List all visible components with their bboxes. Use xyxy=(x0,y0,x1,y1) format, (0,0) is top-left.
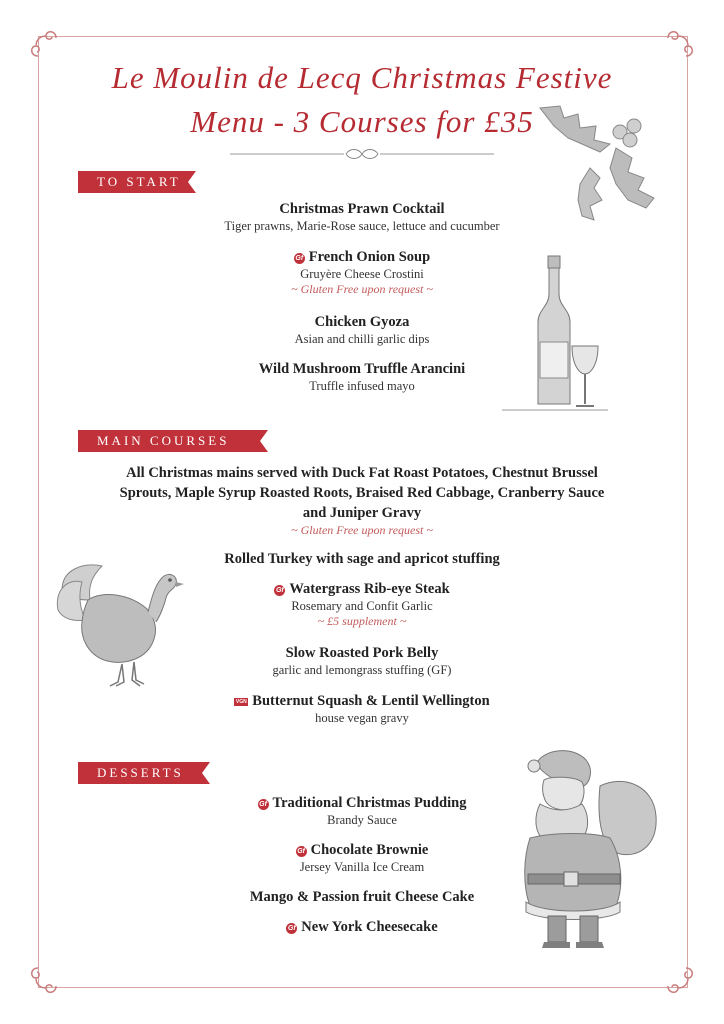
dish-note: ~ Gluten Free upon request ~ xyxy=(291,282,433,296)
dish-name: Christmas Prawn Cocktail xyxy=(279,201,445,217)
dish-name: Slow Roasted Pork Belly xyxy=(285,645,439,661)
wine-bottle-icon xyxy=(500,254,610,414)
gluten-free-badge-icon: Gf xyxy=(297,848,306,855)
menu-item xyxy=(0,200,724,234)
menu-title-line2: Menu - 3 Courses for £35 xyxy=(190,104,534,139)
gluten-free-badge-icon: Gf xyxy=(295,255,304,262)
dish-description: Asian and chilli garlic dips xyxy=(294,332,430,346)
santa-icon xyxy=(504,746,664,952)
corner-flourish-icon xyxy=(26,26,60,60)
menu-item xyxy=(0,360,724,394)
dish-name: Butternut Squash & Lentil Wellington xyxy=(252,693,490,709)
dish-name: Mango & Passion fruit Cheese Cake xyxy=(249,889,475,905)
gluten-free-badge-icon: Gf xyxy=(275,587,284,594)
mains-intro xyxy=(0,463,724,538)
dish-description: Truffle infused mayo xyxy=(309,379,415,393)
dish-name: Rolled Turkey with sage and apricot stuffing xyxy=(224,551,500,567)
dish-name: Chicken Gyoza xyxy=(314,314,410,330)
dish-description: Gruyère Cheese Crostini xyxy=(300,267,424,281)
dish-name: French Onion Soup xyxy=(308,249,431,265)
section-label: MAIN COURSES xyxy=(97,433,230,448)
intro-line: All Christmas mains served with Duck Fat Roast Potatoes, Chestnut Brussel xyxy=(126,465,598,481)
menu-item xyxy=(0,248,724,297)
menu-item xyxy=(0,313,724,347)
vegan-badge-icon: VGN xyxy=(235,699,247,705)
dish-name: Traditional Christmas Pudding xyxy=(272,795,467,811)
gluten-free-badge-icon: Gf xyxy=(287,925,296,932)
dish-description: Jersey Vanilla Ice Cream xyxy=(299,860,425,874)
gluten-free-badge-icon: Gf xyxy=(259,801,267,808)
divider-ornament-icon xyxy=(230,148,494,160)
dish-description: Tiger prawns, Marie-Rose sauce, lettuce and cucumber xyxy=(224,219,500,233)
section-label: DESSERTS xyxy=(97,765,184,780)
section-label: TO START xyxy=(97,174,181,189)
dish-name: Wild Mushroom Truffle Arancini xyxy=(258,361,466,377)
dish-description: Rosemary and Confit Garlic xyxy=(291,599,433,613)
intro-line: Sprouts, Maple Syrup Roasted Roots, Braised Red Cabbage, Cranberry Sauce xyxy=(119,485,605,501)
menu-item xyxy=(0,692,724,726)
corner-flourish-icon xyxy=(664,26,698,60)
menu-title-line1: Le Moulin de Lecq Christmas Festive xyxy=(111,60,613,95)
dish-name: New York Cheesecake xyxy=(301,919,438,935)
turkey-icon xyxy=(52,560,188,688)
dish-name: Watergrass Rib-eye Steak xyxy=(289,581,450,597)
intro-line: and Juniper Gravy xyxy=(302,505,422,521)
corner-flourish-icon xyxy=(664,964,698,998)
dish-description: garlic and lemongrass stuffing (GF) xyxy=(272,663,452,677)
dish-description: house vegan gravy xyxy=(315,711,409,725)
dish-note: ~ £5 supplement ~ xyxy=(317,614,407,628)
corner-flourish-icon xyxy=(26,964,60,998)
intro-note: ~ Gluten Free upon request ~ xyxy=(291,523,433,537)
dish-name: Chocolate Brownie xyxy=(310,842,429,858)
dish-description: Brandy Sauce xyxy=(327,813,397,827)
